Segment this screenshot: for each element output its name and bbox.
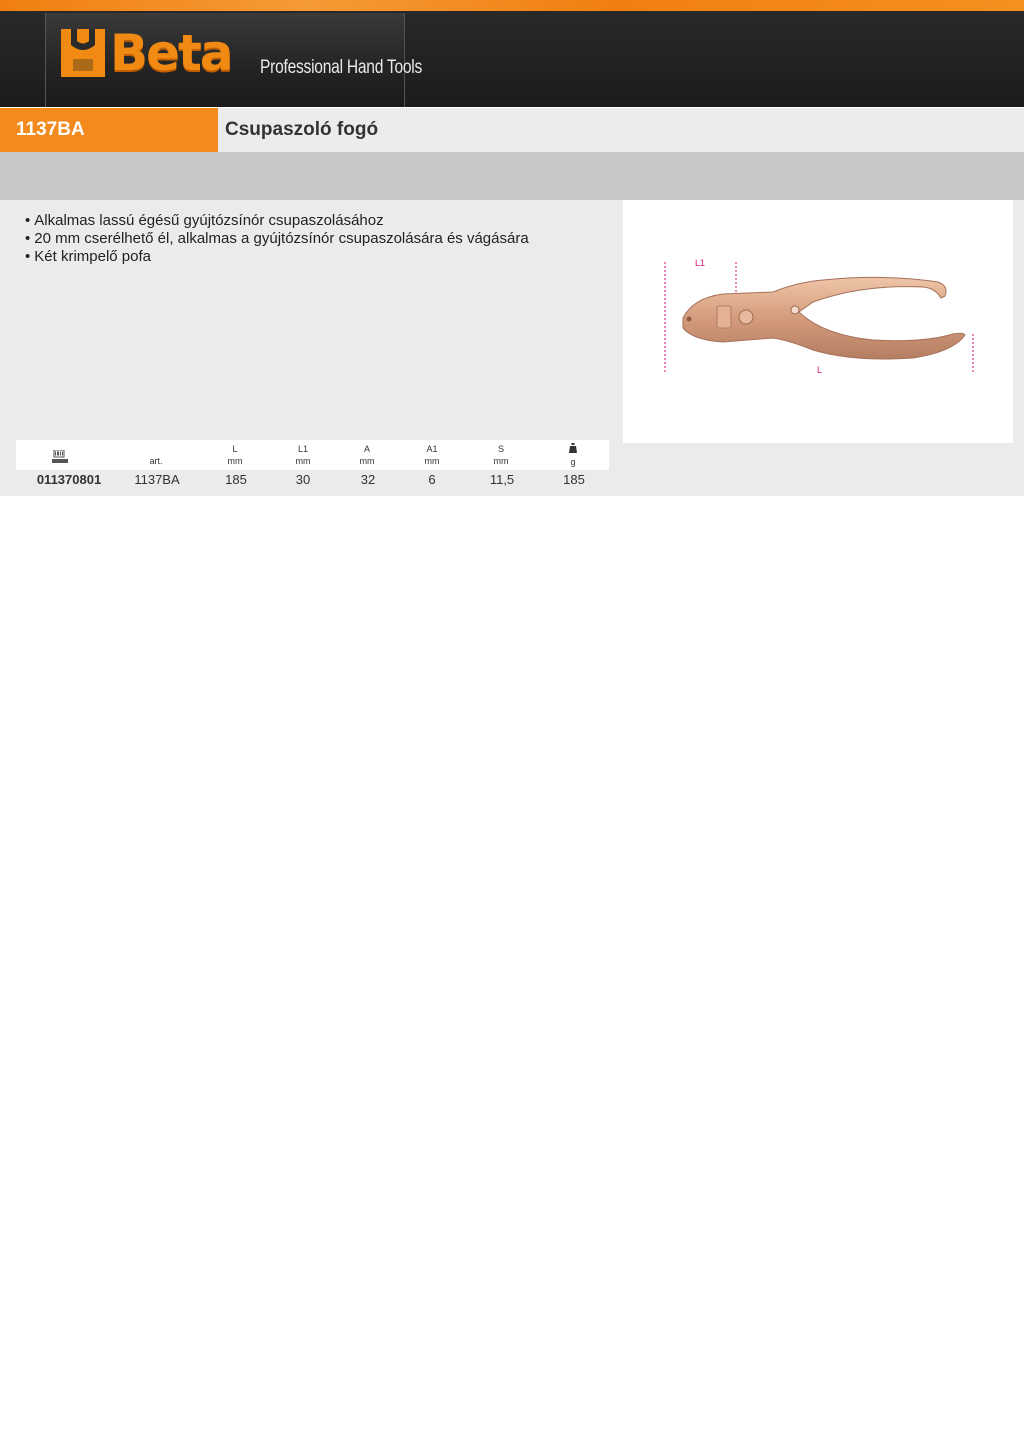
product-title: Csupaszoló fogó: [225, 119, 379, 140]
product-details: [0, 200, 1024, 496]
pliers-drawing: [623, 200, 1013, 443]
dimension-label-l1: L1: [695, 258, 706, 268]
col-header-art: art.: [149, 456, 163, 466]
header-accent-line: [0, 0, 1024, 11]
cell-l: 185: [225, 472, 247, 487]
cell-a1: 6: [428, 472, 436, 487]
spec-table-header: [16, 440, 609, 470]
cell-art: 1137BA: [134, 472, 180, 487]
product-title-bar: [0, 108, 1024, 152]
barcode-icon: [52, 450, 68, 464]
beta-logo: [45, 13, 423, 107]
brand-header: [0, 0, 1024, 107]
dimension-label-l: L: [817, 365, 823, 375]
col-header-s: S mm: [493, 444, 509, 466]
cell-s: 11,5: [489, 472, 515, 487]
feature-item: • 20 mm cserélhető él, alkalmas a gyújtózsínór csupaszolására és vágására: [25, 230, 529, 248]
cell-weight: 185: [563, 472, 585, 487]
product-code: 1137BA: [0, 108, 218, 152]
feature-item: • Alkalmas lassú égésű gyújtózsínór csupaszolásához: [25, 212, 529, 230]
weight-icon: [569, 443, 577, 453]
brand-tagline: Professional Hand Tools: [260, 57, 423, 78]
col-header-weight: g: [569, 443, 577, 468]
cell-l1: 30: [295, 472, 311, 487]
col-header-a1: A1 mm: [424, 444, 440, 466]
col-header-l: L mm: [227, 444, 243, 466]
col-header-a: A mm: [359, 444, 375, 466]
feature-item: • Két krimpelő pofa: [25, 248, 529, 266]
wrench-logo-icon: [59, 25, 107, 81]
feature-list: [25, 212, 529, 266]
cell-a: 32: [360, 472, 376, 487]
col-header-l1: L1 mm: [295, 444, 311, 466]
logo-wordmark: Beta: [110, 24, 232, 82]
section-divider-band: [0, 152, 1024, 200]
product-image: [623, 200, 1013, 443]
cell-ean: 011370801: [36, 472, 102, 487]
